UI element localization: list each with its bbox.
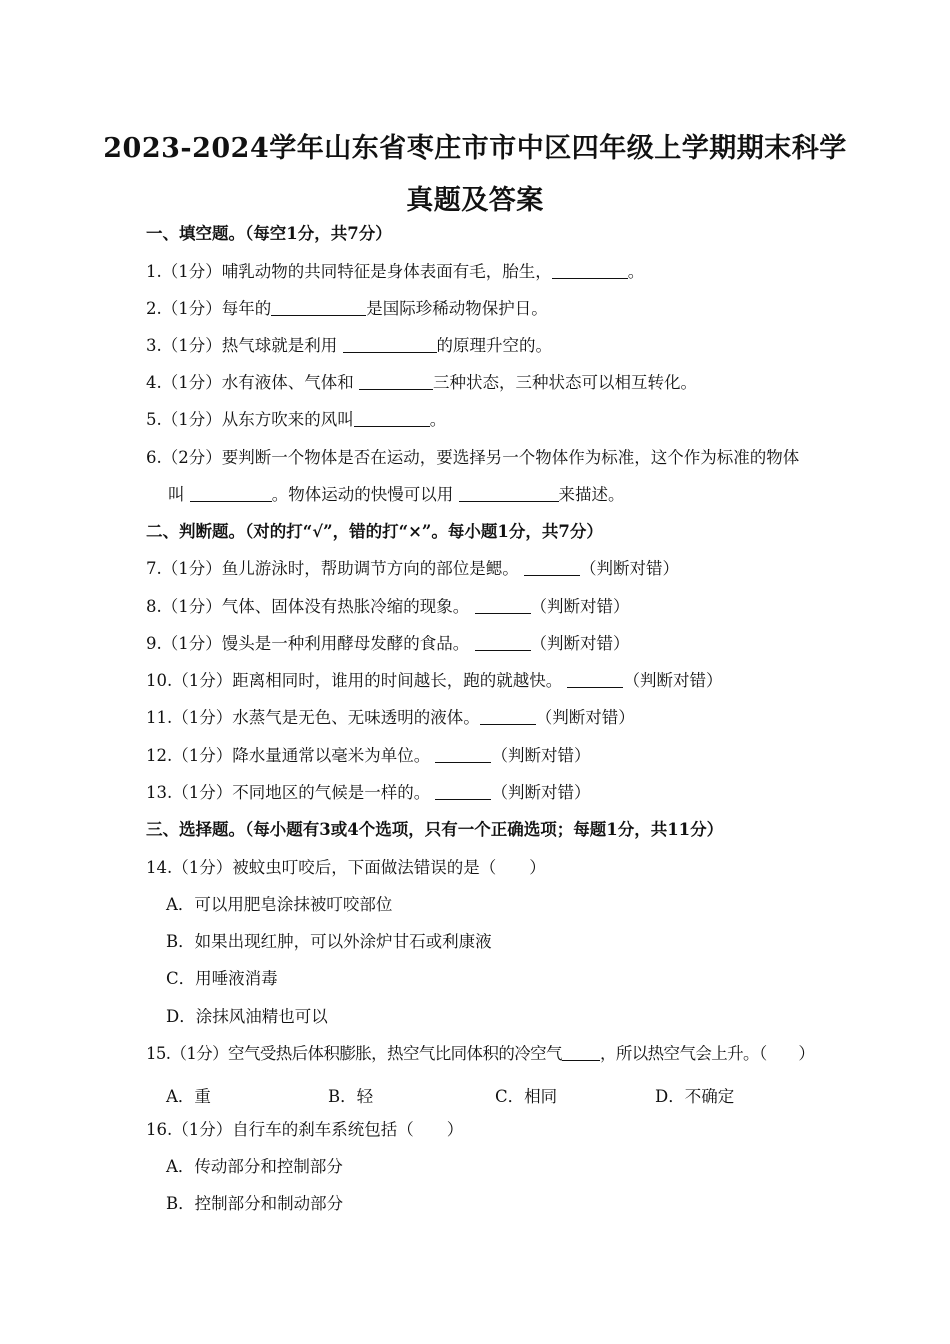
question-7-blank[interactable]: [524, 559, 580, 576]
question-10-suffix: （判断对错）: [623, 671, 723, 690]
question-16-option-a[interactable]: A．传动部分和控制部分: [166, 1157, 343, 1176]
question-3-blank[interactable]: [343, 336, 437, 353]
question-11-suffix: （判断对错）: [535, 708, 635, 727]
question-13-blank[interactable]: [435, 783, 491, 800]
question-14-option-c[interactable]: C．用唾液消毒: [166, 969, 278, 988]
section-judge-heading: 二、判断题。（对的打“√”，错的打“×”。每小题1分，共7分）: [146, 522, 603, 541]
question-3-end: 的原理升空的。: [436, 336, 552, 355]
question-6-blank-2[interactable]: [459, 485, 559, 502]
question-6-mid: 。物体运动的快慢可以用: [271, 485, 459, 504]
question-4-end: 三种状态，三种状态可以相互转化。: [433, 373, 697, 392]
section-choice-heading: 三、选择题。（每小题有3或4个选项，只有一个正确选项；每题1分，共11分）: [146, 820, 724, 839]
question-16-stem: 16.（1分）自行车的刹车系统包括（ ）: [146, 1120, 464, 1139]
question-9-blank[interactable]: [475, 634, 531, 651]
question-2-blank[interactable]: [271, 299, 366, 316]
question-3: [146, 336, 552, 356]
question-1-end: 。: [627, 262, 645, 281]
question-7-text: 7.（1分）鱼儿游泳时，帮助调节方向的部位是鳃。: [146, 559, 524, 578]
question-11-text: 11.（1分）水蒸气是无色、无味透明的液体。: [146, 708, 480, 727]
question-12: [146, 746, 590, 766]
question-16-option-b[interactable]: B．控制部分和制动部分: [166, 1194, 344, 1213]
question-15-option-d[interactable]: D．不确定: [655, 1087, 735, 1106]
question-5-text: 5.（1分）从东方吹来的风叫: [146, 410, 354, 429]
question-15-text: 15.（1分）空气受热后体积膨胀，热空气比同体积的冷空气: [146, 1044, 562, 1063]
question-14-stem: 14.（1分）被蚊虫叮咬后，下面做法错误的是（ ）: [146, 858, 546, 877]
question-10-text: 10.（1分）距离相同时，谁用的时间越长，跑的就越快。: [146, 671, 568, 690]
question-13: [146, 783, 590, 803]
question-15-option-c[interactable]: C．相同: [495, 1087, 558, 1106]
question-10: [146, 671, 722, 691]
question-13-text: 13.（1分）不同地区的气候是一样的。: [146, 783, 436, 802]
question-6-text: 叫: [168, 485, 190, 504]
question-5: [146, 410, 446, 430]
question-8-suffix: （判断对错）: [530, 597, 630, 616]
question-12-suffix: （判断对错）: [491, 746, 591, 765]
question-12-blank[interactable]: [435, 746, 491, 763]
document-title-line1: 2023-2024学年山东省枣庄市市中区四年级上学期期末科学: [103, 133, 847, 164]
question-7-suffix: （判断对错）: [580, 559, 679, 578]
question-2-text: 2.（1分）每年的: [146, 299, 272, 318]
question-7: [146, 559, 679, 579]
question-4-blank[interactable]: [359, 373, 433, 390]
question-5-end: 。: [429, 410, 447, 429]
question-1: [146, 262, 644, 282]
question-9-suffix: （判断对错）: [530, 634, 630, 653]
question-1-blank[interactable]: [552, 262, 628, 279]
question-11: [146, 708, 635, 728]
question-14-option-a[interactable]: A．可以用肥皂涂抹被叮咬部位: [166, 895, 393, 914]
question-15-option-a[interactable]: A．重: [166, 1087, 211, 1106]
section-fill-in-heading: 一、填空题。（每空1分，共7分）: [146, 224, 392, 243]
question-6-end: 来描述。: [558, 485, 625, 504]
question-8: [146, 597, 630, 617]
question-4-text: 4.（1分）水有液体、气体和: [146, 373, 359, 392]
question-6-line1: 6.（2分）要判断一个物体是否在运动，要选择另一个物体作为标准，这个作为标准的物体: [146, 448, 800, 467]
question-15-end: ，所以热空气会上升。（ ）: [599, 1044, 815, 1063]
question-15-option-b[interactable]: B．轻: [328, 1087, 374, 1106]
question-15-stem: [146, 1044, 814, 1064]
question-9: [146, 634, 630, 654]
question-15-blank[interactable]: [562, 1044, 600, 1061]
question-14-option-b[interactable]: B．如果出现红肿，可以外涂炉甘石或利康液: [166, 932, 492, 951]
question-5-blank[interactable]: [354, 410, 430, 427]
question-10-blank[interactable]: [567, 671, 623, 688]
question-8-text: 8.（1分）气体、固体没有热胀冷缩的现象。: [146, 597, 475, 616]
question-12-text: 12.（1分）降水量通常以毫米为单位。: [146, 746, 436, 765]
question-1-text: 1.（1分）哺乳动物的共同特征是身体表面有毛，胎生，: [146, 262, 552, 281]
question-2-end: 是国际珍稀动物保护日。: [366, 299, 548, 318]
question-2: [146, 299, 548, 319]
question-9-text: 9.（1分）馒头是一种利用酵母发酵的食品。: [146, 634, 475, 653]
question-6-blank-1[interactable]: [190, 485, 272, 502]
question-4: [146, 373, 697, 393]
question-6-line2: [168, 485, 625, 505]
question-8-blank[interactable]: [475, 597, 531, 614]
question-13-suffix: （判断对错）: [491, 783, 591, 802]
question-14-option-d[interactable]: D．涂抹风油精也可以: [166, 1007, 328, 1026]
question-11-blank[interactable]: [480, 708, 536, 725]
question-3-text: 3.（1分）热气球就是利用: [146, 336, 343, 355]
document-title-line2: 真题及答案: [406, 185, 544, 216]
